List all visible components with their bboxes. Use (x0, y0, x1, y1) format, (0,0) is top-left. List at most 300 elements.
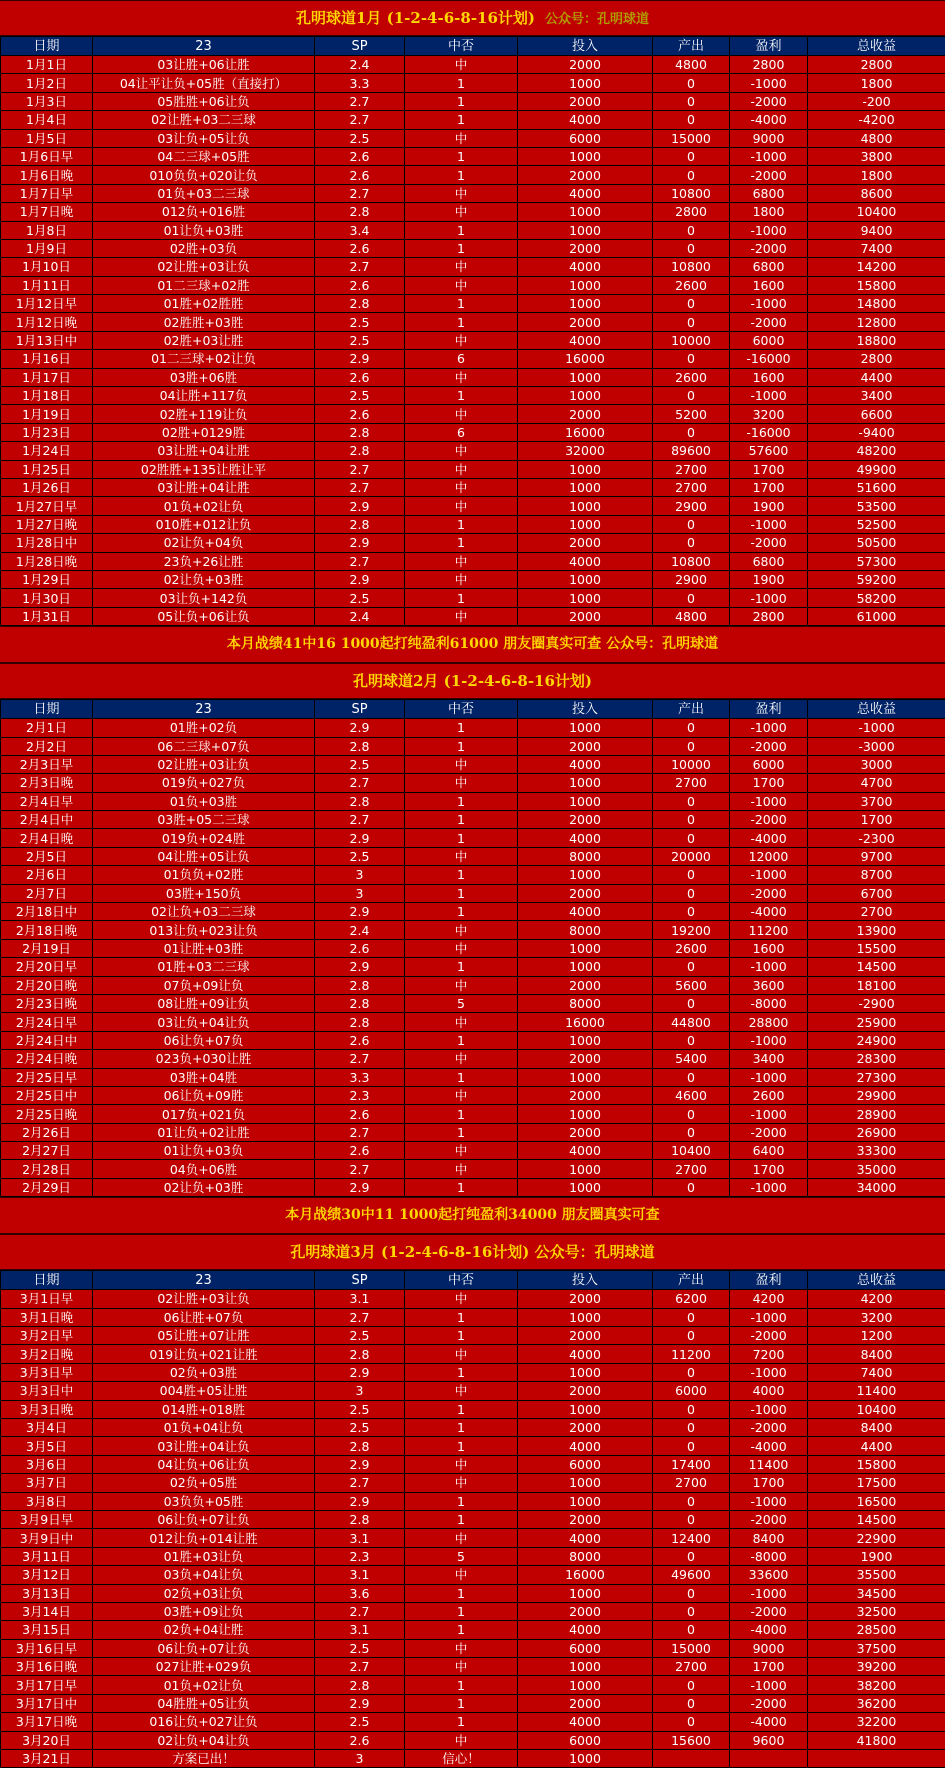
table-cell: -2000 (730, 1694, 808, 1712)
table-cell: 3200 (730, 405, 808, 423)
table-cell: 中 (405, 1160, 518, 1178)
table-cell: -1000 (730, 958, 808, 976)
table-cell: 1000 (518, 1750, 653, 1768)
table-cell: 1 (405, 884, 518, 902)
table-cell: -4000 (730, 111, 808, 129)
table-cell: 2.7 (315, 184, 405, 202)
table-cell: 4000 (518, 1437, 653, 1455)
table-cell: 10800 (653, 552, 730, 570)
table-cell: 4200 (730, 1290, 808, 1308)
column-header: 日期 (1, 700, 93, 719)
table-cell: 2.5 (315, 1713, 405, 1731)
table-cell: 04让胜+05让负 (93, 847, 315, 865)
table-cell: 2000 (518, 92, 653, 110)
table-cell: -2000 (730, 166, 808, 184)
table-row (1, 368, 945, 386)
table-cell: 03胜+05二三球 (93, 811, 315, 829)
table-cell: 04让平让负+05胜（直接打） (93, 74, 315, 92)
table-cell: 2.5 (315, 331, 405, 349)
table-cell: 1 (405, 92, 518, 110)
table-cell: 1 (405, 1676, 518, 1694)
table-cell: 57600 (730, 442, 808, 460)
table-cell: 24900 (808, 1031, 945, 1049)
column-header: 中否 (405, 700, 518, 719)
table-cell: 中 (405, 184, 518, 202)
table-cell: 中 (405, 497, 518, 515)
table-cell: 1000 (518, 1492, 653, 1510)
table-cell: 3月17日中 (1, 1694, 93, 1712)
table-cell: 0 (653, 221, 730, 239)
table-cell: 1月5日 (1, 129, 93, 147)
table-row (1, 1142, 945, 1160)
table-cell: 32500 (808, 1602, 945, 1620)
table-row (1, 792, 945, 810)
table-cell: 28500 (808, 1621, 945, 1639)
table-cell: 58200 (808, 589, 945, 607)
table-cell: 1700 (730, 460, 808, 478)
table-cell: 16000 (518, 423, 653, 441)
table-cell: 2.6 (315, 1031, 405, 1049)
table-cell: 37500 (808, 1639, 945, 1657)
table-cell: 35000 (808, 1160, 945, 1178)
table-cell: 中 (405, 56, 518, 74)
table-cell: 16000 (518, 350, 653, 368)
table-row (1, 331, 945, 349)
table-cell: 6 (405, 350, 518, 368)
table-cell: 3.1 (315, 1290, 405, 1308)
table-cell: 1 (405, 1602, 518, 1620)
table-row (1, 1419, 945, 1437)
table-cell: 11200 (653, 1345, 730, 1363)
table-cell: 1月1日 (1, 56, 93, 74)
table-cell: 1000 (518, 221, 653, 239)
table-row (1, 478, 945, 496)
table-cell: 0 (653, 589, 730, 607)
table-row (1, 56, 945, 74)
table-cell: 32000 (518, 442, 653, 460)
table-cell: 1月7日早 (1, 184, 93, 202)
table-cell: 7400 (808, 239, 945, 257)
table-cell: 1900 (730, 497, 808, 515)
mar-table (0, 1270, 945, 1768)
table-cell: 2.7 (315, 460, 405, 478)
table-cell: 4000 (518, 829, 653, 847)
table-cell: 中 (405, 755, 518, 773)
table-cell: 03胜+150负 (93, 884, 315, 902)
table-cell: 04胜胜+05让负 (93, 1694, 315, 1712)
column-header: 总收益 (808, 1271, 945, 1290)
table-cell: 1000 (518, 147, 653, 165)
table-cell: 11400 (808, 1382, 945, 1400)
table-cell: 1 (405, 1327, 518, 1345)
table-cell: 2000 (518, 607, 653, 625)
table-cell: 2.6 (315, 1731, 405, 1749)
table-cell: 1 (405, 1437, 518, 1455)
column-header: 产出 (653, 37, 730, 56)
table-cell: 01负+02让负 (93, 1676, 315, 1694)
table-row (1, 1400, 945, 1418)
table-cell: 2000 (518, 56, 653, 74)
table-cell: 02让负+03二三球 (93, 903, 315, 921)
table-cell: 7200 (730, 1345, 808, 1363)
column-header: 23 (93, 1271, 315, 1290)
table-cell: -2000 (730, 1327, 808, 1345)
table-cell: 25900 (808, 1013, 945, 1031)
table-cell: 2月3日晚 (1, 774, 93, 792)
table-cell: 1月23日 (1, 423, 93, 441)
table-cell: 1600 (730, 939, 808, 957)
table-cell: 9600 (730, 1731, 808, 1749)
table-cell: 中 (405, 1013, 518, 1031)
table-cell: 3 (315, 866, 405, 884)
table-cell: 2.5 (315, 755, 405, 773)
table-cell: 2.8 (315, 203, 405, 221)
table-row (1, 258, 945, 276)
table-row (1, 74, 945, 92)
table-cell: 14500 (808, 958, 945, 976)
table-cell: 中 (405, 368, 518, 386)
column-header: SP (315, 1271, 405, 1290)
table-cell: 1000 (518, 295, 653, 313)
table-cell: -2000 (730, 313, 808, 331)
table-cell: 0 (653, 239, 730, 257)
table-cell: 2.6 (315, 239, 405, 257)
table-cell: 中 (405, 1142, 518, 1160)
table-cell: 2800 (808, 56, 945, 74)
feb-title (0, 663, 945, 699)
table-cell: 1月12日早 (1, 295, 93, 313)
table-cell: 2.9 (315, 497, 405, 515)
table-cell: 0 (653, 1178, 730, 1196)
table-cell: 48200 (808, 442, 945, 460)
table-row (1, 994, 945, 1012)
table-cell: 2000 (518, 976, 653, 994)
table-cell: 3400 (808, 387, 945, 405)
table-cell: 03负负+05胜 (93, 1492, 315, 1510)
table-cell: 1000 (518, 1474, 653, 1492)
table-cell: 2.8 (315, 994, 405, 1012)
table-cell: 2000 (518, 1327, 653, 1345)
table-cell: 3月3日早 (1, 1363, 93, 1381)
table-row (1, 350, 945, 368)
column-header: 投入 (518, 1271, 653, 1290)
table-cell: 1000 (518, 958, 653, 976)
table-cell: -1000 (730, 866, 808, 884)
table-cell: 2月2日 (1, 737, 93, 755)
table-row (1, 515, 945, 533)
table-cell: 1月19日 (1, 405, 93, 423)
table-cell: 01胜+02胜胜 (93, 295, 315, 313)
table-cell: 3000 (808, 755, 945, 773)
table-cell: 2.9 (315, 1694, 405, 1712)
table-cell: 02负+05胜 (93, 1474, 315, 1492)
table-row (1, 958, 945, 976)
table-cell: 14500 (808, 1510, 945, 1528)
table-cell: 0 (653, 1105, 730, 1123)
table-cell: 59200 (808, 570, 945, 588)
table-cell: 4800 (653, 607, 730, 625)
table-cell (808, 1750, 945, 1768)
table-cell: 4000 (518, 1621, 653, 1639)
table-cell: 2.7 (315, 92, 405, 110)
table-cell: 2.5 (315, 1327, 405, 1345)
table-cell: 4000 (518, 755, 653, 773)
table-cell: 3月9日早 (1, 1510, 93, 1528)
table-cell: 15000 (653, 1639, 730, 1657)
table-cell: 3月3日中 (1, 1382, 93, 1400)
table-row (1, 534, 945, 552)
table-cell: 6000 (518, 129, 653, 147)
table-cell: 1900 (730, 570, 808, 588)
table-cell: 016让负+027让负 (93, 1713, 315, 1731)
table-cell: -2300 (808, 829, 945, 847)
table-cell: 2月1日 (1, 719, 93, 737)
table-cell: 2.7 (315, 552, 405, 570)
table-cell: 中 (405, 1731, 518, 1749)
table-cell: 0 (653, 147, 730, 165)
table-cell: 2.9 (315, 1492, 405, 1510)
table-cell: 中 (405, 939, 518, 957)
table-cell: 20000 (653, 847, 730, 865)
table-row (1, 1123, 945, 1141)
table-cell: 3.1 (315, 1621, 405, 1639)
table-cell: 2900 (653, 497, 730, 515)
table-cell: -1000 (730, 792, 808, 810)
table-cell: 3月1日晚 (1, 1308, 93, 1326)
table-cell: 1000 (518, 1400, 653, 1418)
table-cell: 0 (653, 903, 730, 921)
table-cell: 2.5 (315, 847, 405, 865)
table-cell: 2800 (808, 350, 945, 368)
table-row (1, 497, 945, 515)
jan-title (0, 0, 945, 36)
table-row (1, 755, 945, 773)
table-cell: 1000 (518, 387, 653, 405)
table-cell: 28900 (808, 1105, 945, 1123)
table-cell: -4000 (730, 1713, 808, 1731)
table-row (1, 1437, 945, 1455)
table-cell: 2.8 (315, 1013, 405, 1031)
table-cell: 1月27日早 (1, 497, 93, 515)
table-cell: 15600 (653, 1731, 730, 1749)
table-cell: 02胜+03让胜 (93, 331, 315, 349)
table-cell: 2.9 (315, 534, 405, 552)
table-cell: 08让胜+09让负 (93, 994, 315, 1012)
table-cell: 8700 (808, 866, 945, 884)
table-cell: -2900 (808, 994, 945, 1012)
table-cell: 1月2日 (1, 74, 93, 92)
table-cell: -2000 (730, 811, 808, 829)
table-cell: -1000 (730, 1068, 808, 1086)
table-cell: 6800 (730, 552, 808, 570)
table-cell: 19200 (653, 921, 730, 939)
table-cell: 03让负+05让负 (93, 129, 315, 147)
table-cell: 34500 (808, 1584, 945, 1602)
table-cell: -200 (808, 92, 945, 110)
table-cell: 1 (405, 111, 518, 129)
table-cell: 2000 (518, 1510, 653, 1528)
table-cell: 1 (405, 221, 518, 239)
table-cell: 01让负+03负 (93, 1142, 315, 1160)
table-cell: 1000 (518, 515, 653, 533)
table-cell: 4000 (518, 331, 653, 349)
table-row (1, 239, 945, 257)
table-cell: 2.7 (315, 1050, 405, 1068)
table-cell: 2.7 (315, 1602, 405, 1620)
table-cell: 6000 (518, 1455, 653, 1473)
table-cell: -3000 (808, 737, 945, 755)
table-cell: 1700 (730, 1474, 808, 1492)
table-cell: 4000 (518, 1142, 653, 1160)
table-cell: 0 (653, 166, 730, 184)
table-cell: 61000 (808, 607, 945, 625)
table-cell: 1000 (518, 1031, 653, 1049)
table-cell: 9000 (730, 129, 808, 147)
table-cell: 0 (653, 423, 730, 441)
table-cell: 012负+016胜 (93, 203, 315, 221)
table-cell: 1000 (518, 497, 653, 515)
table-cell: 02让负+04让负 (93, 1731, 315, 1749)
table-cell: 中 (405, 570, 518, 588)
table-row (1, 166, 945, 184)
table-row (1, 1327, 945, 1345)
jan-table (0, 36, 945, 626)
table-cell: 23负+26让胜 (93, 552, 315, 570)
table-cell: 7400 (808, 1363, 945, 1381)
table-cell: 01二三球+02胜 (93, 276, 315, 294)
table-cell: 1 (405, 1400, 518, 1418)
header-row (1, 37, 945, 56)
table-cell: 0 (653, 1437, 730, 1455)
table-cell: 2月4日晚 (1, 829, 93, 847)
table-cell: 0 (653, 534, 730, 552)
table-cell: 2.5 (315, 313, 405, 331)
table-cell: 3.3 (315, 1068, 405, 1086)
table-cell: 4000 (518, 1529, 653, 1547)
table-cell: 01让负+03胜 (93, 221, 315, 239)
table-cell: 51600 (808, 478, 945, 496)
table-cell: 3月1日早 (1, 1290, 93, 1308)
table-cell: 0 (653, 958, 730, 976)
table-cell: 1000 (518, 1105, 653, 1123)
table-cell: 15000 (653, 129, 730, 147)
table-cell: -1000 (730, 1492, 808, 1510)
table-cell: 16000 (518, 1013, 653, 1031)
table-row (1, 1363, 945, 1381)
table-cell: -8000 (730, 1547, 808, 1565)
table-cell: -1000 (730, 719, 808, 737)
table-cell: 013让负+023让负 (93, 921, 315, 939)
table-cell: 2000 (518, 534, 653, 552)
table-cell: 3月6日 (1, 1455, 93, 1473)
table-cell: 06让胜+07负 (93, 1308, 315, 1326)
table-cell: -4000 (730, 1437, 808, 1455)
table-cell: 3月9日中 (1, 1529, 93, 1547)
column-header: 投入 (518, 700, 653, 719)
table-cell: 2.8 (315, 1676, 405, 1694)
table-cell: 10000 (653, 331, 730, 349)
table-cell: 017负+021负 (93, 1105, 315, 1123)
table-cell: 3月16日早 (1, 1639, 93, 1657)
table-cell: 2.6 (315, 1105, 405, 1123)
table-row (1, 1105, 945, 1123)
table-cell: 0 (653, 1327, 730, 1345)
table-cell: 2000 (518, 1694, 653, 1712)
table-cell: 2.6 (315, 147, 405, 165)
table-row (1, 1031, 945, 1049)
table-cell: 2月26日 (1, 1123, 93, 1141)
table-cell: -1000 (730, 1584, 808, 1602)
table-cell: -4000 (730, 1621, 808, 1639)
table-cell: 1 (405, 147, 518, 165)
table-cell: 中 (405, 331, 518, 349)
table-row (1, 1566, 945, 1584)
column-header: 中否 (405, 37, 518, 56)
table-cell: 2.5 (315, 1419, 405, 1437)
table-cell: 2.8 (315, 442, 405, 460)
table-cell: 中 (405, 1290, 518, 1308)
table-cell: 02让胜+03让负 (93, 755, 315, 773)
table-row (1, 847, 945, 865)
table-cell: 01让负+02让胜 (93, 1123, 315, 1141)
table-cell: 1 (405, 1031, 518, 1049)
table-cell: -9400 (808, 423, 945, 441)
table-cell: 1000 (518, 74, 653, 92)
table-cell: 2月24日中 (1, 1031, 93, 1049)
table-cell: 0 (653, 811, 730, 829)
table-cell: 04二三球+05胜 (93, 147, 315, 165)
table-cell: 0 (653, 1308, 730, 1326)
table-row (1, 811, 945, 829)
table-cell: 1月17日 (1, 368, 93, 386)
table-cell: 1 (405, 295, 518, 313)
table-row (1, 1750, 945, 1768)
table-cell: 18800 (808, 331, 945, 349)
table-cell: 2月25日中 (1, 1086, 93, 1104)
table-cell: -1000 (730, 1105, 808, 1123)
table-cell: 1 (405, 1068, 518, 1086)
table-row (1, 921, 945, 939)
table-cell: 2.7 (315, 1308, 405, 1326)
table-cell: 0 (653, 792, 730, 810)
table-cell: 1 (405, 313, 518, 331)
table-cell: 6600 (808, 405, 945, 423)
table-cell: 2.4 (315, 56, 405, 74)
table-cell: 02胜+03负 (93, 239, 315, 257)
table-cell: 023负+030让胜 (93, 1050, 315, 1068)
table-row (1, 1474, 945, 1492)
column-header: 日期 (1, 37, 93, 56)
table-row (1, 1068, 945, 1086)
table-row (1, 1602, 945, 1620)
table-cell: 8000 (518, 921, 653, 939)
table-cell: 17500 (808, 1474, 945, 1492)
table-cell: 8400 (808, 1419, 945, 1437)
table-row (1, 1584, 945, 1602)
table-cell: 中 (405, 1658, 518, 1676)
table-cell: 中 (405, 478, 518, 496)
table-cell: 1000 (518, 1584, 653, 1602)
table-cell: 8600 (808, 184, 945, 202)
table-cell: 3200 (808, 1308, 945, 1326)
table-row (1, 1676, 945, 1694)
table-row (1, 1455, 945, 1473)
table-row (1, 552, 945, 570)
table-cell: 2月18日晚 (1, 921, 93, 939)
table-cell: 14200 (808, 258, 945, 276)
table-cell: 中 (405, 276, 518, 294)
table-cell: 4400 (808, 368, 945, 386)
